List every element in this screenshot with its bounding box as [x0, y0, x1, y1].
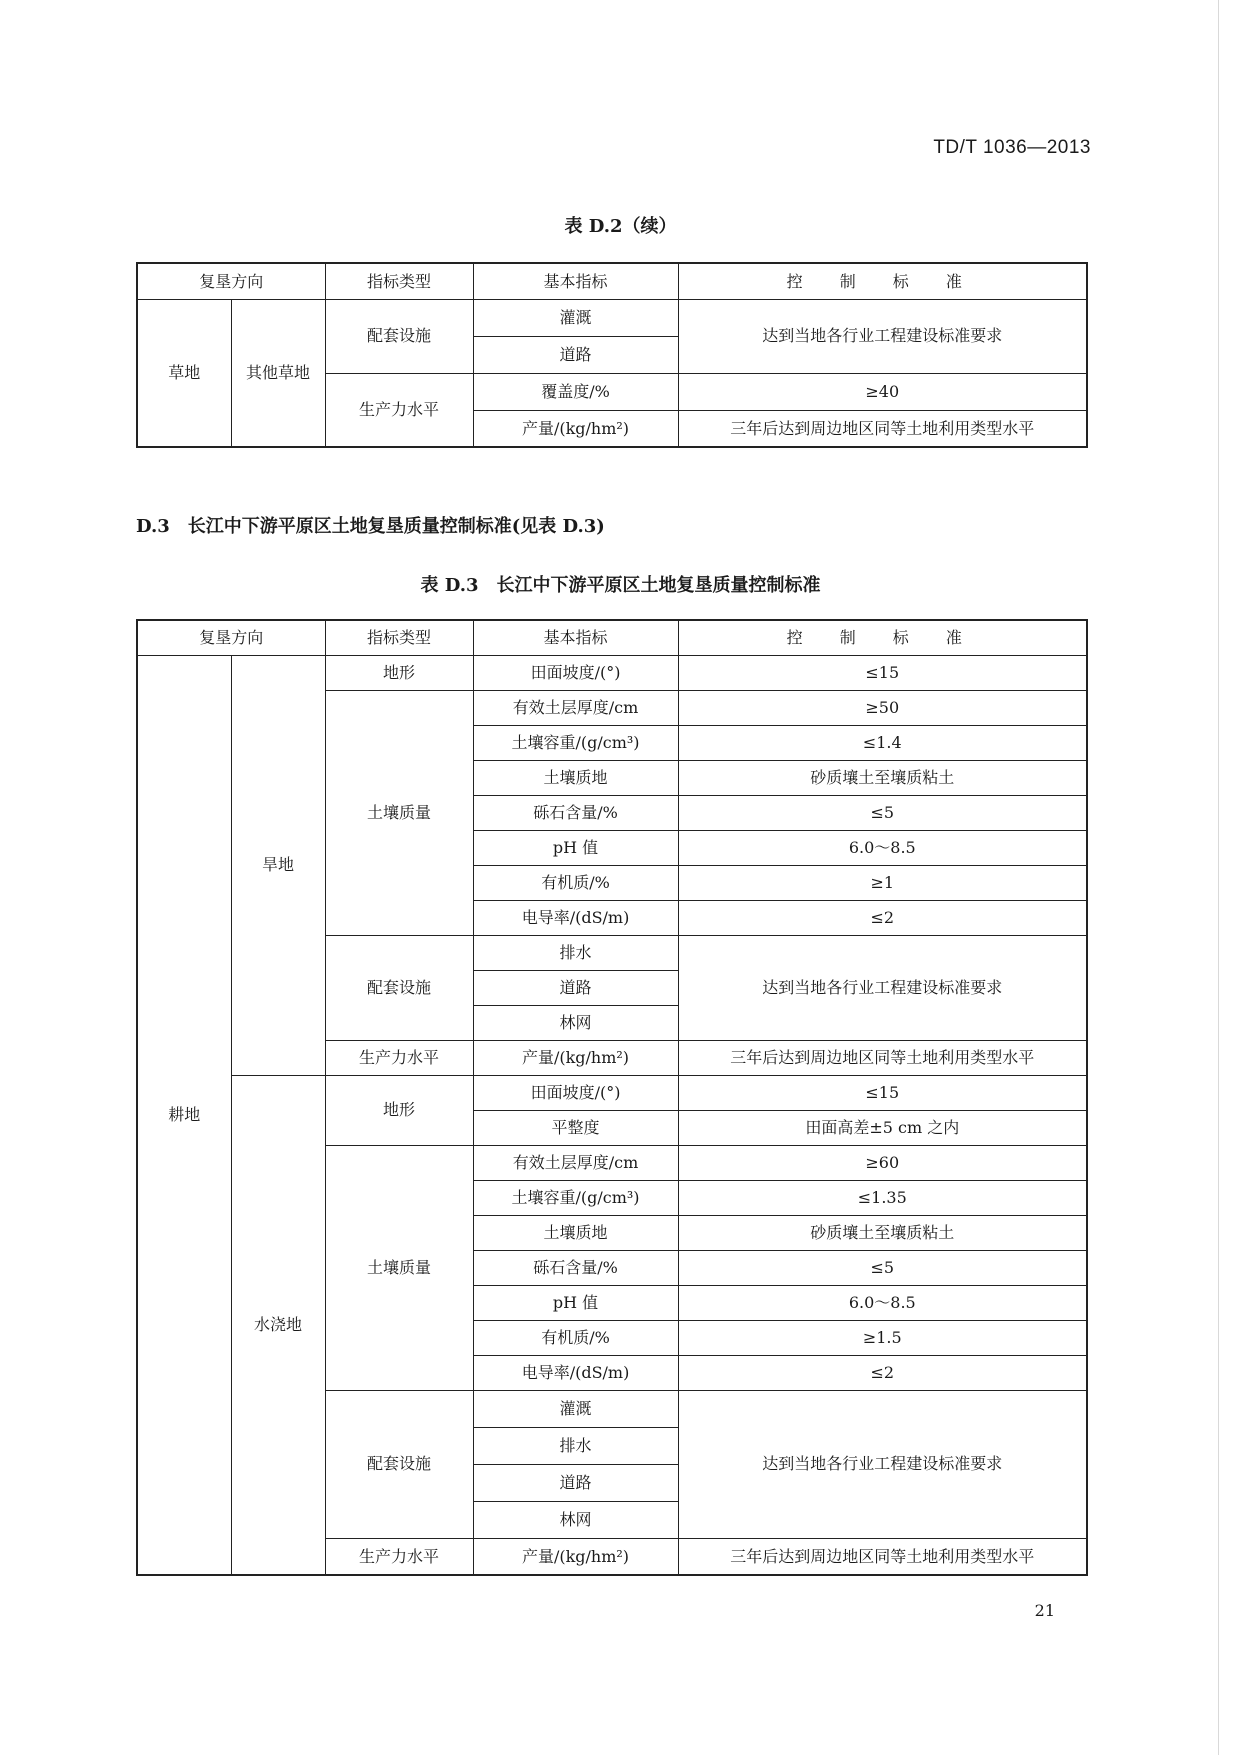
type-cell: 地形	[325, 1075, 473, 1145]
standard-cell: 砂质壤土至壤质粘土	[678, 1215, 1087, 1250]
indicator-cell: pH 值	[473, 830, 678, 865]
indicator-cell: 排水	[473, 1427, 678, 1464]
type-cell: 生产力水平	[325, 373, 473, 447]
standard-cell: ≤2	[678, 1355, 1087, 1390]
standard-cell: 三年后达到周边地区同等土地利用类型水平	[678, 1538, 1087, 1575]
col-header-direction: 复垦方向	[137, 620, 325, 655]
indicator-cell: 林网	[473, 1005, 678, 1040]
standard-cell: ≥1.5	[678, 1320, 1087, 1355]
page-number: 21	[1034, 1601, 1055, 1620]
indicator-cell: pH 值	[473, 1285, 678, 1320]
standard-cell: ≤2	[678, 900, 1087, 935]
col-header-type: 指标类型	[325, 263, 473, 299]
type-cell: 土壤质量	[325, 690, 473, 935]
indicator-cell: 土壤质地	[473, 1215, 678, 1250]
type-cell: 配套设施	[325, 299, 473, 373]
subdirection-cell: 水浇地	[231, 1075, 325, 1575]
col-header-indicator: 基本指标	[473, 263, 678, 299]
direction-cell: 草地	[137, 299, 231, 447]
indicator-cell: 道路	[473, 970, 678, 1005]
type-cell: 土壤质量	[325, 1145, 473, 1390]
indicator-cell: 有效土层厚度/cm	[473, 1145, 678, 1180]
standard-cell: 达到当地各行业工程建设标准要求	[678, 299, 1087, 373]
standard-cell: ≥50	[678, 690, 1087, 725]
col-header-indicator: 基本指标	[473, 620, 678, 655]
type-cell: 生产力水平	[325, 1538, 473, 1575]
indicator-cell: 有效土层厚度/cm	[473, 690, 678, 725]
indicator-cell: 砾石含量/%	[473, 1250, 678, 1285]
table-d3	[136, 619, 1088, 1576]
table-row	[137, 655, 1087, 690]
table-header-row	[137, 620, 1087, 655]
standard-cell: ≤15	[678, 655, 1087, 690]
standard-cell: 6.0～8.5	[678, 830, 1087, 865]
indicator-cell: 产量/(kg/hm²)	[473, 1538, 678, 1575]
standard-cell: ≤1.4	[678, 725, 1087, 760]
indicator-cell: 土壤质地	[473, 760, 678, 795]
standard-cell: 砂质壤土至壤质粘土	[678, 760, 1087, 795]
section-heading-d3: D.3 长江中下游平原区土地复垦质量控制标准(见表 D.3)	[136, 516, 605, 537]
indicator-cell: 道路	[473, 336, 678, 373]
indicator-cell: 产量/(kg/hm²)	[473, 1040, 678, 1075]
page-edge-line	[1218, 0, 1219, 1755]
type-cell: 配套设施	[325, 1390, 473, 1538]
table-row	[137, 299, 1087, 336]
standard-cell: ≥40	[678, 373, 1087, 410]
indicator-cell: 平整度	[473, 1110, 678, 1145]
standard-cell: 三年后达到周边地区同等土地利用类型水平	[678, 1040, 1087, 1075]
standard-cell: 三年后达到周边地区同等土地利用类型水平	[678, 410, 1087, 447]
standard-cell: 达到当地各行业工程建设标准要求	[678, 1390, 1087, 1538]
indicator-cell: 覆盖度/%	[473, 373, 678, 410]
indicator-cell: 土壤容重/(g/cm³)	[473, 1180, 678, 1215]
indicator-cell: 砾石含量/%	[473, 795, 678, 830]
col-header-standard: 控 制 标 准	[678, 620, 1087, 655]
standard-cell: ≥1	[678, 865, 1087, 900]
standard-cell: 田面高差±5 cm 之内	[678, 1110, 1087, 1145]
table-header-row	[137, 263, 1087, 299]
standard-cell: 达到当地各行业工程建设标准要求	[678, 935, 1087, 1040]
indicator-cell: 有机质/%	[473, 865, 678, 900]
indicator-cell: 有机质/%	[473, 1320, 678, 1355]
subdirection-cell: 旱地	[231, 655, 325, 1075]
type-cell: 生产力水平	[325, 1040, 473, 1075]
subdirection-cell: 其他草地	[231, 299, 325, 447]
standard-cell: ≤5	[678, 1250, 1087, 1285]
col-header-direction: 复垦方向	[137, 263, 325, 299]
document-code: TD/T 1036—2013	[933, 137, 1091, 158]
indicator-cell: 排水	[473, 935, 678, 970]
standard-cell: ≤1.35	[678, 1180, 1087, 1215]
indicator-cell: 道路	[473, 1464, 678, 1501]
col-header-type: 指标类型	[325, 620, 473, 655]
standard-cell: ≤5	[678, 795, 1087, 830]
table-row	[137, 1075, 1087, 1110]
direction-cell: 耕地	[137, 655, 231, 1575]
indicator-cell: 灌溉	[473, 299, 678, 336]
indicator-cell: 产量/(kg/hm²)	[473, 410, 678, 447]
table-d2-caption: 表 D.2（续）	[564, 216, 677, 237]
indicator-cell: 灌溉	[473, 1390, 678, 1427]
indicator-cell: 田面坡度/(°)	[473, 655, 678, 690]
indicator-cell: 电导率/(dS/m)	[473, 900, 678, 935]
indicator-cell: 电导率/(dS/m)	[473, 1355, 678, 1390]
standard-cell: ≥60	[678, 1145, 1087, 1180]
type-cell: 地形	[325, 655, 473, 690]
standard-cell: 6.0～8.5	[678, 1285, 1087, 1320]
standard-cell: ≤15	[678, 1075, 1087, 1110]
indicator-cell: 林网	[473, 1501, 678, 1538]
table-d2-continued	[136, 262, 1088, 448]
col-header-standard: 控 制 标 准	[678, 263, 1087, 299]
indicator-cell: 土壤容重/(g/cm³)	[473, 725, 678, 760]
table-d3-caption: 表 D.3 长江中下游平原区土地复垦质量控制标准	[420, 575, 821, 596]
indicator-cell: 田面坡度/(°)	[473, 1075, 678, 1110]
type-cell: 配套设施	[325, 935, 473, 1040]
